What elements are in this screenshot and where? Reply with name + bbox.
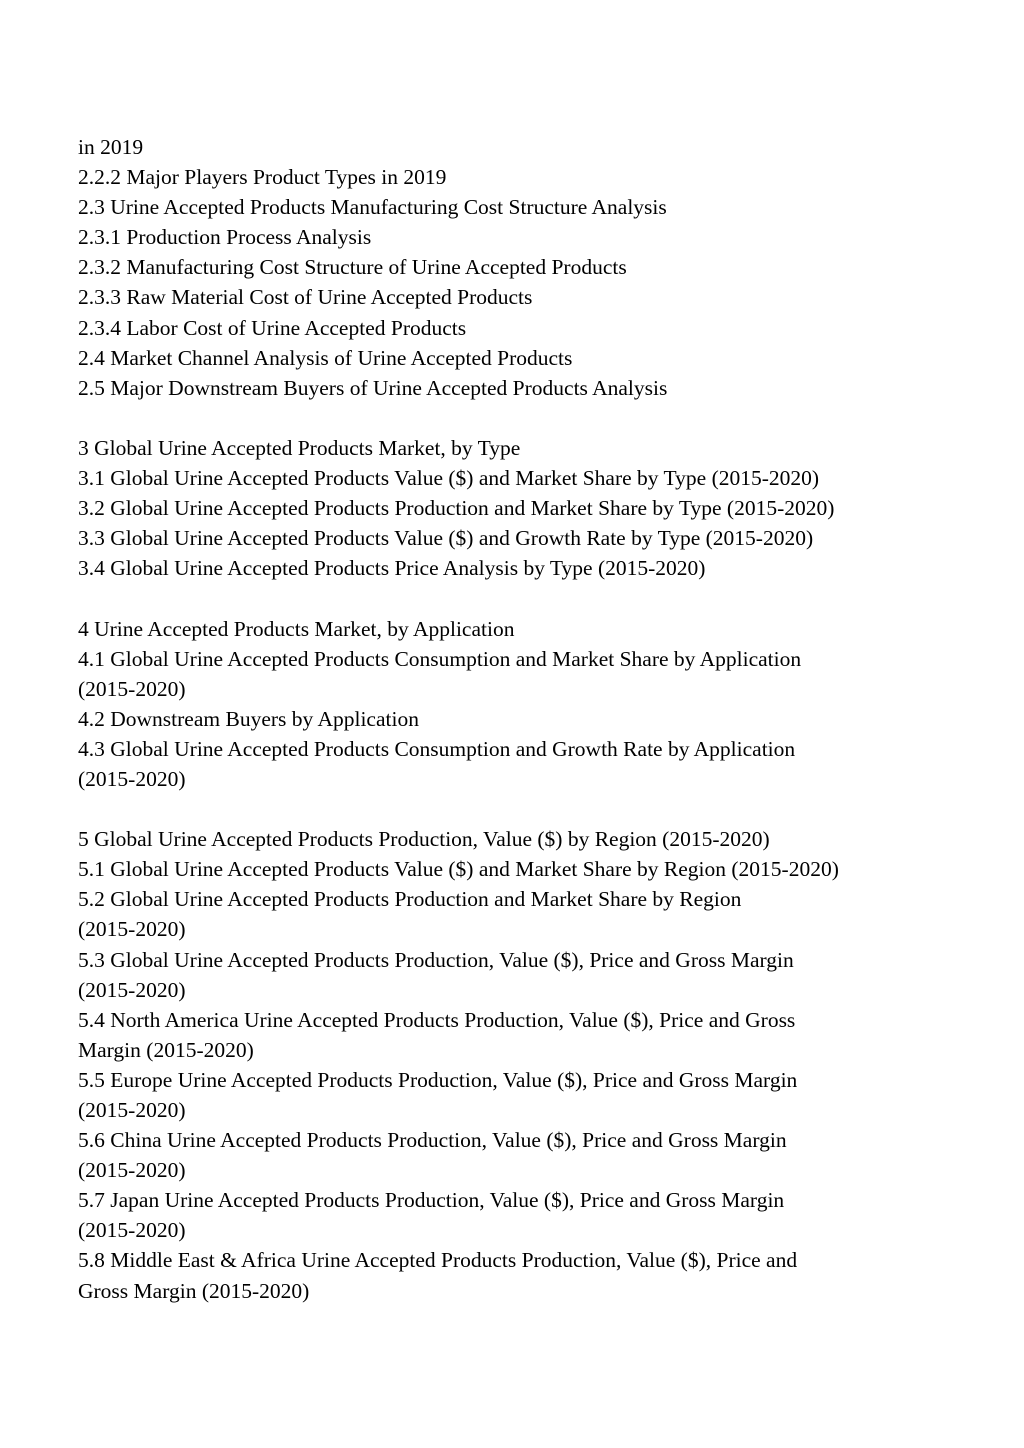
section-gap (78, 583, 958, 613)
toc-line: (2015-2020) (78, 977, 186, 1002)
toc-line: (2015-2020) (78, 1098, 186, 1122)
toc-line: 5.2 Global Urine Accepted Products Production and Market Share by Region (78, 887, 742, 912)
toc-line: 4.2 Downstream Buyers by Application (78, 706, 419, 731)
toc-line: 2.3.1 Production Process Analysis (78, 225, 372, 250)
toc-line: 2.4 Market Channel Analysis of Urine Accepted Products (78, 345, 573, 370)
toc-section-heading: 4 Urine Accepted Products Market, by Application (78, 616, 515, 641)
toc-line: in 2019 (78, 135, 144, 159)
toc-line: 3.4 Global Urine Accepted Products Price Analysis by Type (2015-2020) (78, 556, 706, 581)
toc-line: 5.1 Global Urine Accepted Products Value ($) and Market Share by Region (2015-2020) (78, 857, 839, 882)
section-gap (78, 794, 958, 824)
toc-line: 5.5 Europe Urine Accepted Products Production, Value ($), Price and Gross Margin (78, 1067, 798, 1092)
toc-line: 4.1 Global Urine Accepted Products Consumption and Market Share by Application (78, 646, 802, 671)
toc-line: 4.3 Global Urine Accepted Products Consumption and Growth Rate by Application (78, 736, 796, 761)
toc-page (78, 132, 958, 1306)
toc-line: 5.3 Global Urine Accepted Products Production, Value ($), Price and Gross Margin (78, 947, 794, 972)
toc-line: 2.3 Urine Accepted Products Manufacturing Cost Structure Analysis (78, 195, 667, 220)
toc-line: 3.1 Global Urine Accepted Products Value ($) and Market Share by Type (2015-2020) (78, 466, 820, 491)
toc-line: (2015-2020) (78, 1158, 186, 1183)
section-gap (78, 403, 958, 433)
toc-section-heading: 3 Global Urine Accepted Products Market, by Type (78, 435, 521, 460)
toc-section-heading: 5 Global Urine Accepted Products Production, Value ($) by Region (2015-2020) (78, 827, 770, 852)
toc-line: 5.4 North America Urine Accepted Products Production, Value ($), Price and Gross (78, 1007, 796, 1032)
toc-line: 5.7 Japan Urine Accepted Products Production, Value ($), Price and Gross Margin (78, 1188, 785, 1213)
toc-line: (2015-2020) (78, 676, 186, 701)
toc-line: (2015-2020) (78, 766, 186, 791)
toc-line: 2.3.2 Manufacturing Cost Structure of Urine Accepted Products (78, 255, 627, 280)
toc-line: Margin (2015-2020) (78, 1037, 254, 1062)
toc-line: 2.5 Major Downstream Buyers of Urine Accepted Products Analysis (78, 375, 668, 400)
toc-line: Gross Margin (2015-2020) (78, 1278, 310, 1303)
toc-line: 3.2 Global Urine Accepted Products Production and Market Share by Type (2015-2020) (78, 496, 835, 521)
toc-line: 2.3.3 Raw Material Cost of Urine Accepted Products (78, 285, 533, 310)
toc-line: 3.3 Global Urine Accepted Products Value ($) and Growth Rate by Type (2015-2020) (78, 526, 814, 551)
toc-line: (2015-2020) (78, 1218, 186, 1243)
toc-line: 5.8 Middle East & Africa Urine Accepted Products Production, Value ($), Price and (78, 1248, 798, 1273)
toc-line: 5.6 China Urine Accepted Products Production, Value ($), Price and Gross Margin (78, 1128, 787, 1153)
toc-line: 2.2.2 Major Players Product Types in 2019 (78, 165, 447, 190)
toc-line: 2.3.4 Labor Cost of Urine Accepted Products (78, 315, 467, 340)
toc-line: (2015-2020) (78, 917, 186, 942)
